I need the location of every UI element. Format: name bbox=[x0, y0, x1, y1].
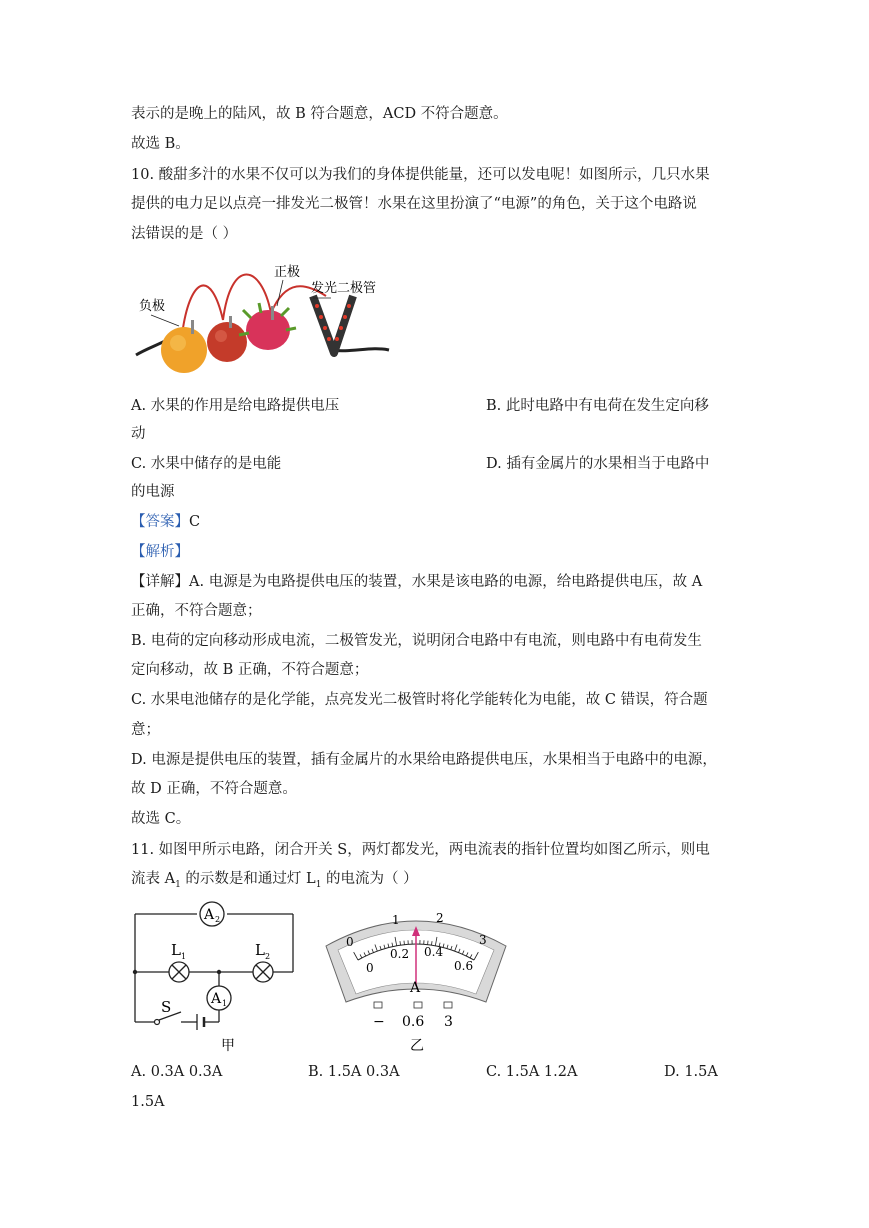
analysis-line bbox=[131, 542, 189, 562]
option-d-continued: 的电源 bbox=[131, 484, 175, 500]
svg-text:0: 0 bbox=[366, 961, 374, 975]
svg-text:0.6: 0.6 bbox=[402, 1014, 425, 1030]
svg-text:0.4: 0.4 bbox=[424, 945, 444, 959]
figure-caption-yi: 乙 bbox=[410, 1038, 424, 1054]
svg-text:1: 1 bbox=[392, 913, 400, 927]
explanation-line: D. 电源是提供电压的装置，插有金属片的水果给电路提供电压，水果相当于电路中的电源， bbox=[131, 752, 717, 768]
svg-text:1: 1 bbox=[222, 999, 228, 1008]
svg-text:S: S bbox=[161, 998, 172, 1016]
svg-text:0: 0 bbox=[346, 935, 354, 949]
explanation-text: A. 电源是为电路提供电压的装置，水果是该电路的电源，给电路提供电压，故 A bbox=[189, 574, 703, 590]
answer-value: C bbox=[189, 514, 201, 530]
positive-pole-label: 正极 bbox=[274, 265, 301, 280]
svg-text:2: 2 bbox=[215, 915, 221, 924]
option-a: A. 水果的作用是给电路提供电压 bbox=[131, 398, 340, 414]
svg-text:−: − bbox=[373, 1014, 385, 1030]
q11-option-d: D. 1.5A bbox=[664, 1064, 718, 1080]
explanation-line: B. 电荷的定向移动形成电流，二极管发光，说明闭合电路中有电流，则电路中有电荷发生 bbox=[131, 633, 702, 649]
led-label: 发光二极管 bbox=[311, 281, 377, 296]
answer-tag: 【答案】 bbox=[131, 514, 189, 530]
explanation-line: 故 D 正确，不符合题意。 bbox=[131, 781, 297, 797]
q11-option-c: C. 1.5A 1.2A bbox=[486, 1064, 578, 1080]
answer-line bbox=[131, 512, 200, 532]
svg-text:A: A bbox=[211, 991, 222, 1007]
q11-option-a: A. 0.3A 0.3A bbox=[131, 1064, 223, 1080]
svg-text:2: 2 bbox=[265, 952, 271, 961]
explanation-line: 定向移动，故 B 正确，不符合题意； bbox=[131, 662, 369, 678]
explanation-line: C. 水果电池储存的是化学能，点亮发光二极管时将化学能转化为电能，故 C 错误，符合题 bbox=[131, 692, 708, 708]
svg-text:0.6: 0.6 bbox=[454, 959, 474, 973]
option-b-continued: 动 bbox=[131, 426, 146, 442]
detail-tag: 【详解】 bbox=[131, 574, 189, 590]
explanation-line bbox=[131, 572, 702, 592]
question-10-line: 法错误的是（ ） bbox=[131, 226, 238, 242]
question-10-line: 提供的电力足以点亮一排发光二极管！水果在这里扮演了“电源”的角色，关于这个电路说 bbox=[131, 196, 697, 212]
meter-unit: A bbox=[410, 980, 421, 996]
svg-text:A: A bbox=[204, 907, 215, 923]
question-11-line: 11. 如图甲所示电路，闭合开关 S，两灯都发光，两电流表的指针位置均如图乙所示，则电 bbox=[131, 842, 710, 858]
svg-text:1: 1 bbox=[181, 952, 187, 961]
explanation-line: 正确，不符合题意； bbox=[131, 603, 262, 619]
option-b: B. 此时电路中有电荷在发生定向移 bbox=[486, 398, 709, 414]
question-10-line: 10. 酸甜多汁的水果不仅可以为我们的身体提供能量，还可以发电呢！如图所示，几只水果 bbox=[131, 167, 710, 183]
text-line: 故选 B。 bbox=[131, 136, 190, 152]
explanation-line: 故选 C。 bbox=[131, 811, 191, 827]
ammeter-figure bbox=[318, 898, 514, 1058]
fruit-battery-figure bbox=[131, 258, 393, 380]
svg-text:3: 3 bbox=[479, 933, 487, 947]
option-d: D. 插有金属片的水果相当于电路中 bbox=[486, 456, 710, 472]
figure-caption-jia: 甲 bbox=[221, 1038, 235, 1054]
option-c: C. 水果中储存的是电能 bbox=[131, 456, 282, 472]
explanation-line: 意； bbox=[131, 722, 160, 738]
svg-text:L: L bbox=[171, 941, 181, 959]
svg-text:3: 3 bbox=[444, 1014, 453, 1030]
negative-pole-label: 负极 bbox=[139, 299, 166, 314]
svg-text:0.2: 0.2 bbox=[390, 947, 410, 961]
question-11-line: 流表 $A_1$ 的示数是和通过灯 $L_1$ 的电流为（ ） bbox=[131, 871, 418, 890]
text-line: 表示的是晚上的陆风，故 B 符合题意，ACD 不符合题意。 bbox=[131, 106, 508, 122]
q11-option-b: B. 1.5A 0.3A bbox=[308, 1064, 400, 1080]
analysis-tag: 【解析】 bbox=[131, 544, 189, 560]
q11-option-d-continued: 1.5A bbox=[131, 1094, 165, 1110]
svg-text:2: 2 bbox=[436, 911, 444, 925]
circuit-diagram bbox=[131, 898, 299, 1058]
svg-text:L: L bbox=[255, 941, 265, 959]
